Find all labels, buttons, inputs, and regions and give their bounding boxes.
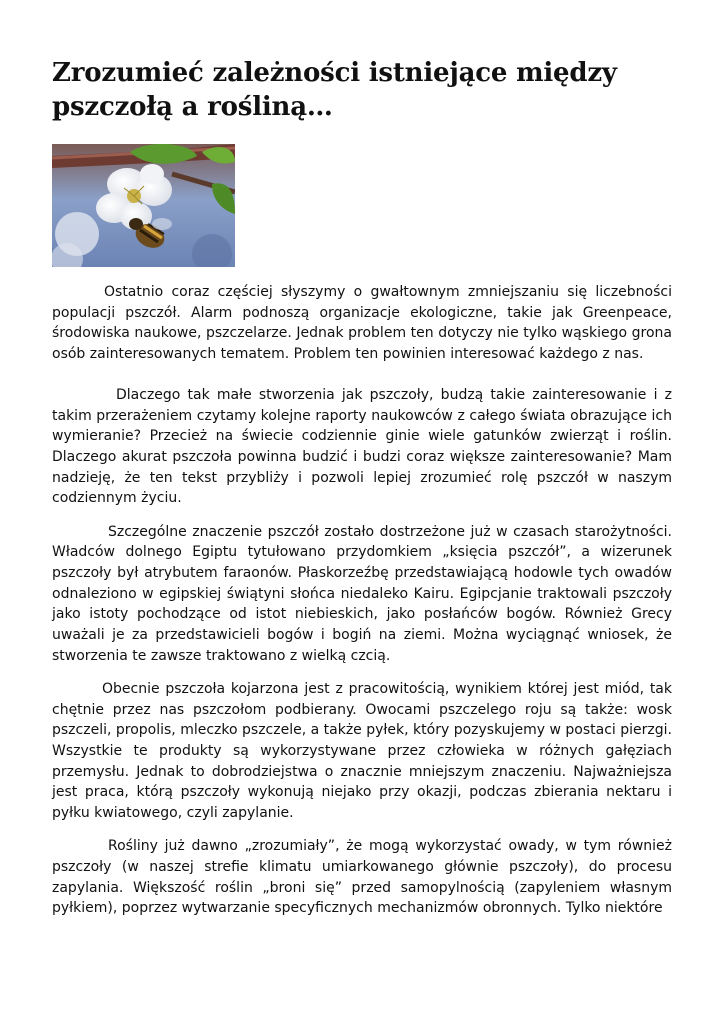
paragraph: Dlaczego tak małe stworzenia jak pszczoły, budzą takie zainteresowanie i z takim przerażeniem czytamy kolejne raporty naukowców z całego świata obrazujące ich wymieranie? Przecież na świecie codziennie ginie wiele gatunków zwierząt i roślin. Dlaczego akurat pszczoła powinna budzić i budzi coraz większe zainteresowanie? Mam nadzieję, że ten tekst przybliży i pozwoli lepiej zrozumieć rolę pszczół w naszym codziennym życiu. bbox=[52, 386, 672, 507]
paragraph: Ostatnio coraz częściej słyszymy o gwałtownym zmniejszaniu się liczebności populacji pszczół. Alarm podnoszą organizacje ekologiczne, takie jak Greenpeace, środowiska naukowe, pszczelarze. Jednak problem ten dotyczy nie tylko wąskiego grona osób zainteresowanych tematem. Problem ten powinien interesować każdego z nas. bbox=[52, 284, 672, 363]
paragraph: Rośliny już dawno „zrozumiały”, że mogą wykorzystać owady, w tym również pszczoły (w naszej strefie klimatu umiarkowanego głównie pszczoły), do procesu zapylania. Większość roślin „broni się” przed samopylnością (zapyleniem własnym pyłkiem), poprzez wytwarzanie specyficznych mechanizmów obronnych. Tylko niektóre bbox=[52, 838, 672, 917]
bee-on-flower-photo bbox=[52, 144, 235, 267]
paragraph: Obecnie pszczoła kojarzona jest z pracowitością, wynikiem której jest miód, tak chętnie przez nas pszczołom podbierany. Owocami pszczelego roju są także: wosk pszczeli, propolis, mleczko pszczele, a także pyłek, który pozyskujemy w postaci pierzgi. Wszystkie te produkty są wykorzystywane przez człowieka w różnych gałęziach przemysłu. Jednak to dobrodziejstwa o znacznie mniejszym znaczeniu. Najważniejsza jest praca, którą pszczoły wykonują niejako przy okazji, podczas zbierania nektaru i pyłku kwiatowego, czyli zapylanie. bbox=[52, 680, 672, 822]
article-body bbox=[52, 282, 672, 932]
article-title: Zrozumieć zależności istniejące między pszczołą a rośliną… bbox=[52, 58, 617, 122]
paragraph: Szczególne znaczenie pszczół zostało dostrzeżone już w czasach starożytności. Władców dolnego Egiptu tytułowano przydomkiem „księcia pszczół”, a wizerunek pszczoły był atrybutem faraonów. Płaskorzeźbę przedstawiającą hodowle tych owadów odnaleziono w egipskiej świątyni słońca niedaleko Kairu. Egipcjanie traktowali pszczoły jako istoty pochodzące od istot niebieskich, jako posłańców bogów. Również Grecy uważali je za przedstawicieli bogów i bogiń na ziemi. Można wyciągnąć wniosek, że stworzenia te zawsze traktowano z wielką czcią. bbox=[52, 523, 672, 664]
